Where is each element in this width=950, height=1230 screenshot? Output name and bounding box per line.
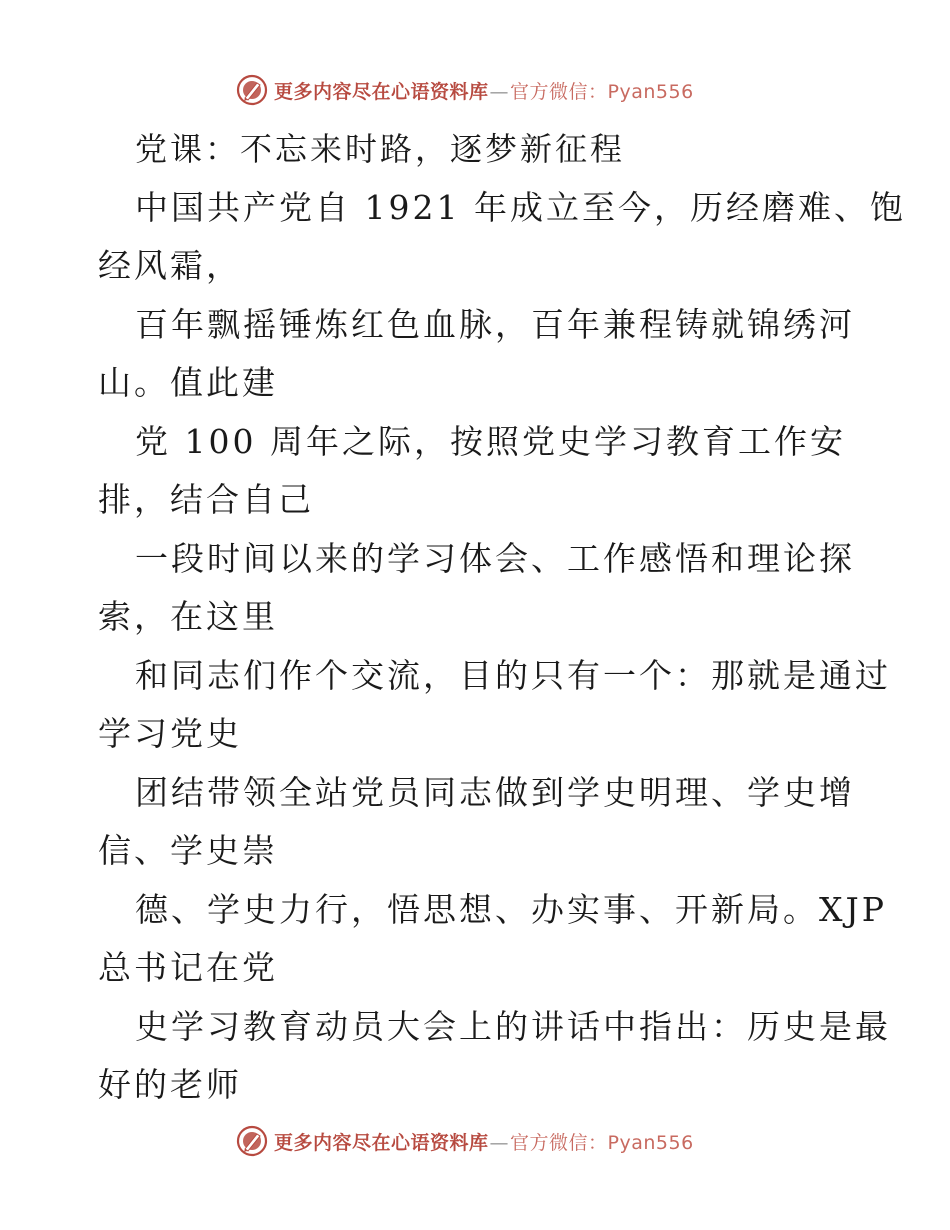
text-line: 一段时间以来的学习体会、工作感悟和理论探 bbox=[135, 538, 855, 578]
text-line: 山。值此建 bbox=[98, 363, 278, 402]
pen-seal-logo-icon bbox=[236, 1125, 268, 1157]
text-line: 百年飘摇锤炼红色血脉，百年兼程铸就锦绣河 bbox=[135, 304, 855, 344]
footer-watermark bbox=[236, 1124, 694, 1158]
text-line: 党 100 周年之际，按照党史学习教育工作安 bbox=[135, 421, 846, 461]
pen-seal-logo-icon bbox=[236, 74, 268, 106]
header-watermark bbox=[236, 73, 694, 107]
text-line: 和同志们作个交流，目的只有一个：那就是通过 bbox=[135, 655, 891, 695]
text-line: 好的老师 bbox=[98, 1065, 242, 1104]
text-line: 史学习教育动员大会上的讲话中指出：历史是最 bbox=[135, 1006, 891, 1046]
text-line: 排，结合自己 bbox=[98, 480, 314, 519]
text-line: 学习党史 bbox=[98, 714, 242, 753]
text-line: 经风霜， bbox=[98, 246, 242, 285]
text-line: 德、学史力行，悟思想、办实事、开新局。XJP bbox=[135, 889, 887, 929]
text-line: 索，在这里 bbox=[98, 597, 278, 636]
text-line: 信、学史崇 bbox=[98, 831, 278, 870]
text-line: 总书记在党 bbox=[98, 948, 278, 987]
text-line: 团结带领全站党员同志做到学史明理、学史增 bbox=[135, 772, 855, 812]
document-body bbox=[98, 120, 906, 1115]
document-title: 党课：不忘来时路，逐梦新征程 bbox=[135, 130, 626, 168]
text-line: 中国共产党自 1921 年成立至今，历经磨难、饱 bbox=[135, 187, 906, 227]
watermark-text: 更多内容尽在心语资料库—官方微信：Pyan556 bbox=[274, 80, 694, 103]
watermark-text: 更多内容尽在心语资料库—官方微信：Pyan556 bbox=[274, 1131, 694, 1154]
